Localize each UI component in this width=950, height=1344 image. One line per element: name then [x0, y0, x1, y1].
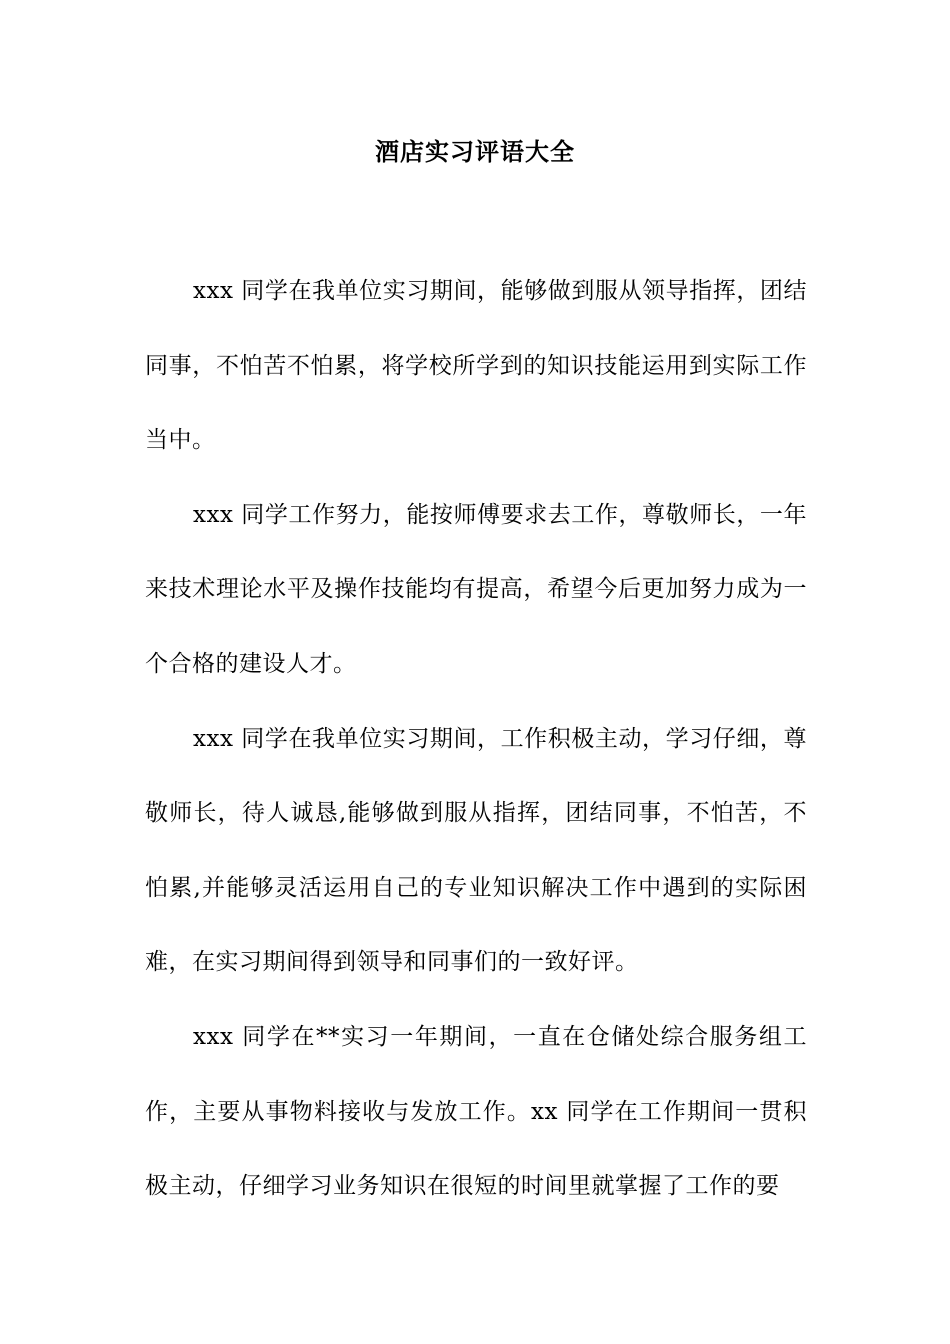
paragraph-4: xxx 同学在**实习一年期间，一直在仓储处综合服务组工作，主要从事物料接收与发放工作。xx 同学在工作期间一贯积极主动，仔细学习业务知识在很短的时间里就掌握了工作的要	[145, 1023, 807, 1200]
document-body	[145, 254, 807, 1224]
paragraph-2: xxx 同学工作努力，能按师傅要求去工作，尊敬师长，一年来技术理论水平及操作技能均有提高，希望今后更加努力成为一个合格的建设人才。	[145, 501, 807, 677]
document-title: 酒店实习评语大全	[375, 137, 575, 166]
paragraph-3: xxx 同学在我单位实习期间，工作积极主动，学习仔细，尊敬师长，待人诚恳,能够做到服从指挥，团结同事，不怕苦，不怕累,并能够灵活运用自己的专业知识解决工作中遇到的实际困难，在实习期间得到领导和同事们的一致好评。	[145, 725, 807, 976]
paragraph-1: xxx 同学在我单位实习期间，能够做到服从领导指挥，团结同事，不怕苦不怕累，将学校所学到的知识技能运用到实际工作当中。	[145, 278, 807, 454]
